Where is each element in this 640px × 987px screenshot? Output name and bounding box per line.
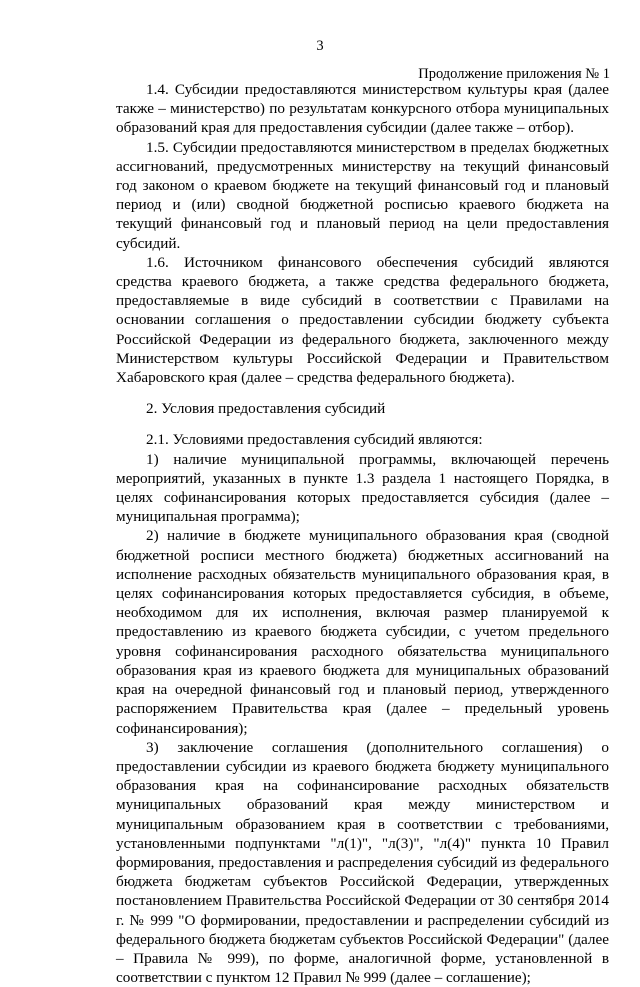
document-body bbox=[116, 80, 609, 987]
paragraph-1-4: 1.4. Субсидии предоставляются министерством культуры края (далее также – министерство) по результатам конкурсного отбора муниципальных образований края для предоставления субсидии (далее также – отбор). bbox=[116, 81, 609, 137]
section-heading: 2. Условия предоставления субсидий bbox=[146, 400, 386, 418]
list-item-3: 3) заключение соглашения (дополнительного соглашения) о предоставлении субсидии из краевого бюджета бюджету муниципального образования края на софинансирование расходных обязательств муниципальных образований края между министерством и муниципальным образованием края в соответствии с требованиями, установленными подпунктами "л(1)", "л(3)", "л(4)" пункта 10 Правил формирования, предоставления и распределения субсидий из федерального бюджета бюджетам субъектов Российской Федерации, утвержденных постановлением Правительства Российской Федерации от 30 сентября 2014 г. № 999 "О формировании, предоставлении и распределении субсидий из федерального бюджета бюджетам субъектов Российской Федерации" (далее – Правила № 999), по форме, аналогичной форме, установленной в соответствии с пунктом 12 Правил № 999 (далее – соглашение); bbox=[116, 738, 609, 987]
paragraph-1-5: 1.5. Субсидии предоставляются министерством в пределах бюджетных ассигнований, предусмотренных министерству на текущий финансовый год законом о краевом бюджете на текущий финансовый год и плановый период и (или) сводной бюджетной росписью краевого бюджета на текущий финансовый год и плановый период на цели предоставления субсидий. bbox=[116, 138, 609, 252]
paragraph-1-6: 1.6. Источником финансового обеспечения субсидий являются средства краевого бюджета, а также средства федерального бюджета, предоставляемые в виде субсидий в соответствии с Правилами на основании соглашения о предоставлении субсидии бюджету субъекта Российской Федерации из федерального бюджета, заключенного между Министерством культуры Российской Федерации и Правительством Хабаровского края (далее – средства федерального бюджета). bbox=[116, 253, 609, 387]
page-number: 3 bbox=[316, 38, 324, 54]
list-item-2: 2) наличие в бюджете муниципального образования края (сводной бюджетной росписи местного бюджета) бюджетных ассигнований на исполнение расходных обязательств муниципального образования края, в целях софинансирования которых предоставляется субсидия, в объеме, необходимом для их исполнения, включая размер планируемой к предоставлению из краевого бюджета субсидии, с учетом предельного уровня софинансирования расходного обязательства муниципального образования края из краевого бюджета для муниципальных образований края на очередной финансовый год и плановый период, утвержденного распоряжением Правительства края (далее – предельный уровень софинансирования); bbox=[116, 527, 609, 737]
list-item-1: 1) наличие муниципальной программы, включающей перечень мероприятий, указанных в пункте 1.3 раздела 1 настоящего Порядка, в целях софинансирования которых предоставляется субсидия (далее – муниципальная программа); bbox=[116, 450, 609, 526]
appendix-continuation-note: Продолжение приложения № 1 bbox=[418, 66, 610, 82]
paragraph-2-1: 2.1. Условиями предоставления субсидий являются: bbox=[146, 431, 483, 449]
